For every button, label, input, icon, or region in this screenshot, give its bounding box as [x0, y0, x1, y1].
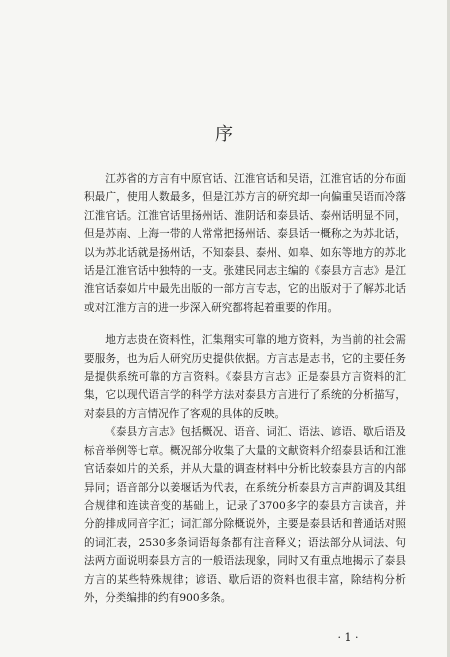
paragraph-1: 江苏省的方言有中原官话、江淮官话和吴语，江淮官话的分布面积最广，使用人数最多，但是江苏方言的研究却一向偏重吴语而冷落江淮官话。江淮官话里扬州话、淮阴话和泰县话、泰州话明显不同，但是苏南、上海一带的人常常把扬州话、泰县话一概称之为苏北话，以为苏北话就是扬州话，不知泰县、泰州、如皋、如东等地方的苏北话是江淮官话中独特的一支。张建民同志主编的《泰县方言志》是江淮官话泰如片中最先出版的一部方言专志，它的出版对于了解苏北话或对江淮方言的进一步深入研究都将起着重要的作用。 [84, 173, 406, 314]
paragraph-2: 地方志贵在资料性，汇集翔实可靠的地方资料，为当前的社会需要服务，也为后人研究历史提供依据。方言志是志书，它的主要任务是提供系统可靠的方言资料。《泰县方言志》正是泰县方言资料的汇集，它以现代语言学的科学方法对泰县方言进行了系统的分析描写，对泰县的方言情况作了客观的具体的反映。 [84, 334, 406, 420]
preface-body [84, 170, 406, 607]
page-title: 序 [215, 124, 235, 145]
paragraph-3: 《泰县方言志》包括概况、语音、词汇、语法、谚语、歇后语及标音举例等七章。概况部分收集了大量的文献资料介绍泰县话和江淮官话泰如片的关系，并从大量的调查材料中分析比较泰县方言的内部异同；语音部分以姜堰话为代表，在系统分析泰县方言声韵调及其组合规律和连读音变的基础上，记录了3700多字的泰县方言读音，并分韵排成同音字汇；词汇部分除概说外，主要是泰县话和普通话对照的词汇表，2530多条词语每条都有注音释义；语法部分从词法、句法两方面说明泰县方言的一般语法现象，同时又有重点地揭示了泰县方言的某些特殊规律；谚语、歇后语的资料也很丰富，除结构分析外，分类编排的约有900多条。 [84, 426, 406, 604]
page-number: · 1 · [337, 631, 359, 644]
